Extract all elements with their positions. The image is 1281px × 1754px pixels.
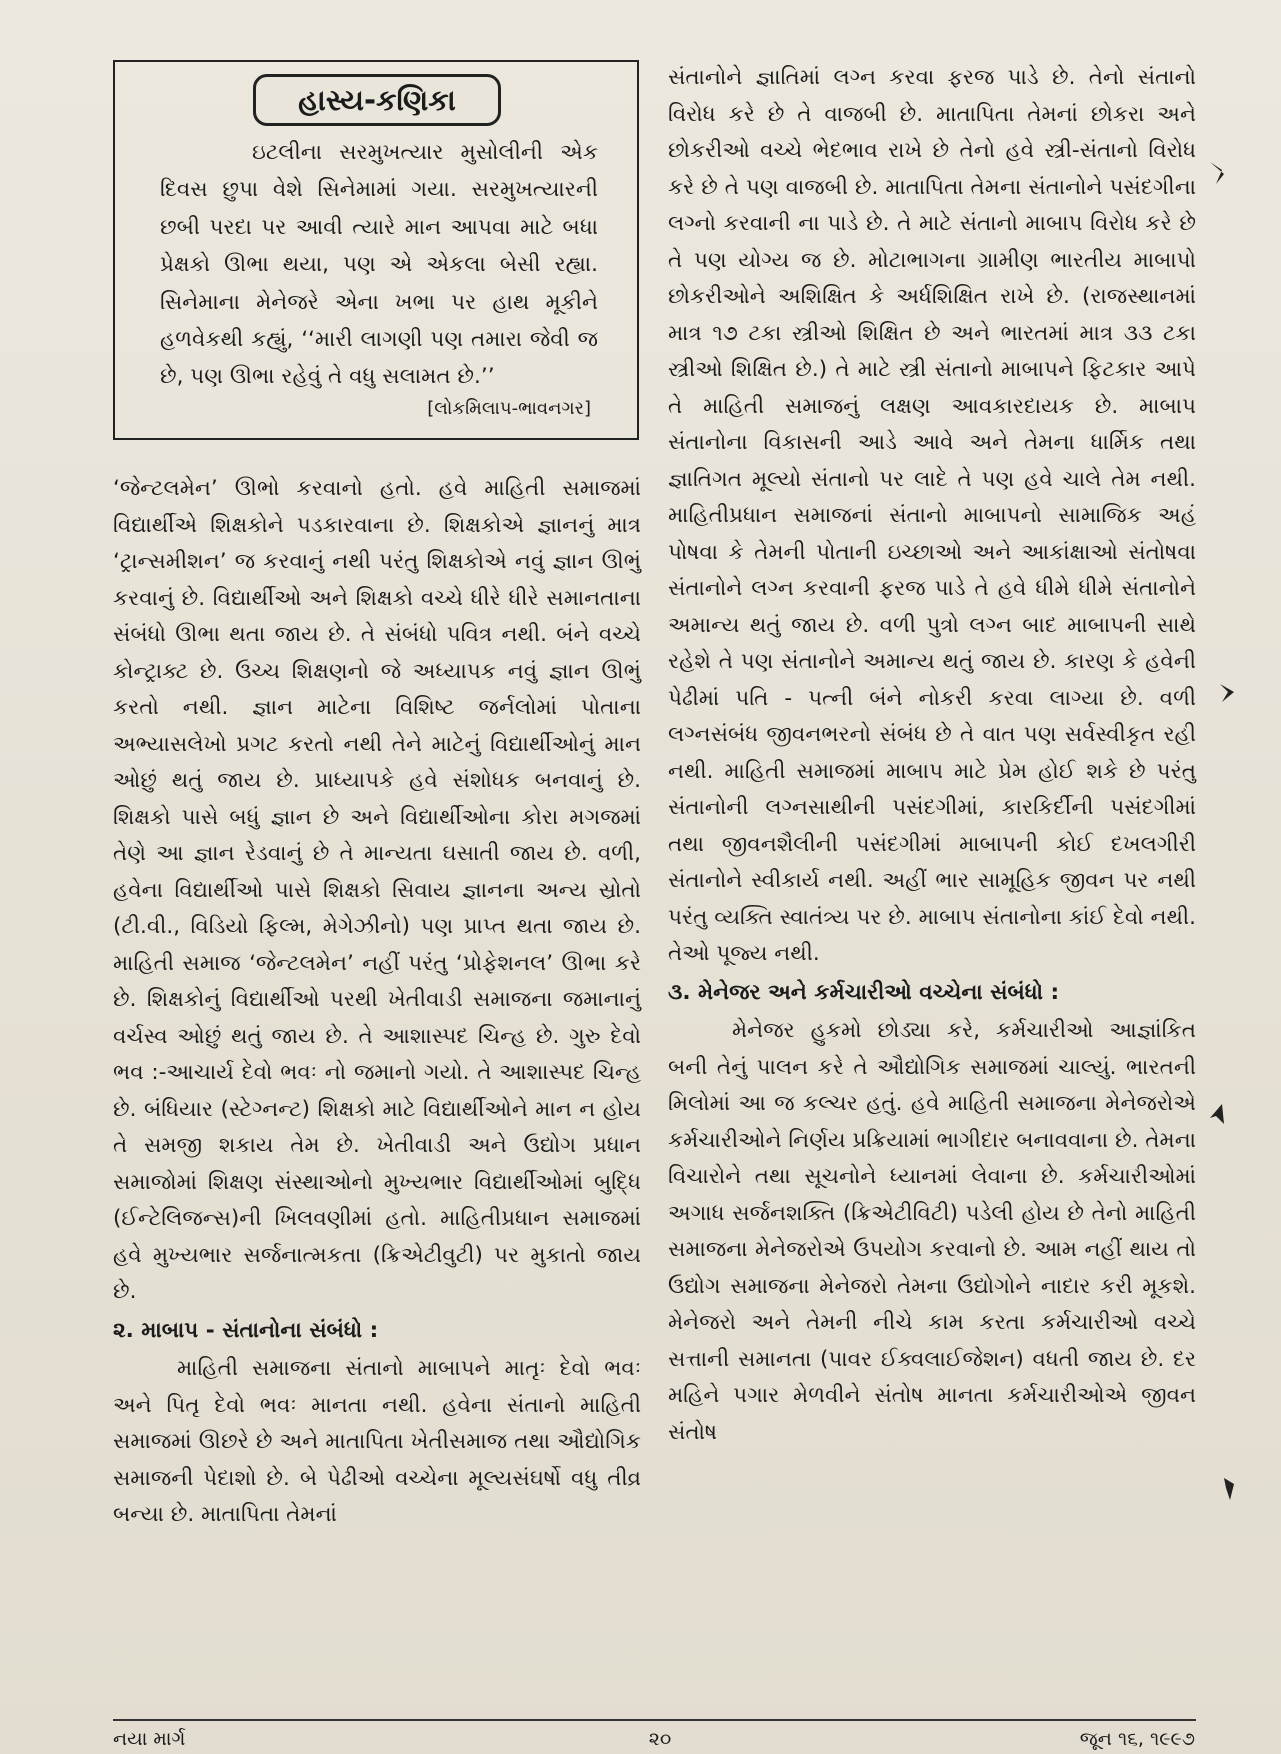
humor-box-title: હાસ્ય-કણિકા [253, 74, 501, 126]
binding-hole-mark [1208, 1102, 1226, 1128]
binding-hole-mark [1218, 680, 1236, 706]
left-column [113, 471, 641, 1534]
footer-page-number: ૨૦ [648, 1728, 672, 1750]
footer-date: જૂન ૧૬, ૧૯૯૭ [1079, 1728, 1195, 1750]
humor-box [113, 60, 639, 440]
humor-box-body [160, 134, 598, 396]
binding-hole-mark [1208, 160, 1226, 186]
left-paragraph-1: ‘જેન્ટલમેન’ ઊભો કરવાનો હતો. હવે માહિતી સમાજમાં વિદ્યાર્થીએ શિક્ષકોને પડકારવાના છે. શિક્ષકોએ જ્ઞાનનું માત્ર ‘ટ્રાન્સમીશન’ જ કરવાનું નથી પરંતુ શિક્ષકોએ નવું જ્ઞાન ઊભું કરવાનું છે. વિદ્યાર્થીઓ અને શિક્ષકો વચ્ચે ધીરે ધીરે સમાનતાના સંબંધો ઊભા થતા જાય છે. તે સંબંધો પવિત્ર નથી. બંને વચ્ચે કોન્ટ્રાક્ટ છે. ઉચ્ચ શિક્ષણનો જે અધ્યાપક નવું જ્ઞાન ઊભું કરતો નથી. જ્ઞાન માટેના વિશિષ્ટ જર્નલોમાં પોતાના અભ્યાસલેખો પ્રગટ કરતો નથી તેને માટેનું વિદ્યાર્થીઓનું માન ઓછું થતું જાય છે. પ્રાધ્યાપકે હવે સંશોધક બનવાનું છે. શિક્ષકો પાસે બધું જ્ઞાન છે અને વિદ્યાર્થીઓના કોરા મગજમાં તેણે આ જ્ઞાન રેડવાનું છે તે માન્યતા ઘસાતી જાય છે. વળી, હવેના વિદ્યાર્થીઓ પાસે શિક્ષકો સિવાય જ્ઞાનના અન્ય સ્રોતો (ટી.વી., વિડિયો ફિલ્મ, મેગેઝીનો) પણ પ્રાપ્ત થતા જાય છે. માહિતી સમાજ ‘જેન્ટલમેન’ નહીં પરંતુ ‘પ્રોફેશનલ’ ઊભા કરે છે. શિક્ષકોનું વિદ્યાર્થીઓ પરથી ખેતીવાડી સમાજના જમાનાનું વર્ચસ્વ ઓછું થતું જાય છે. તે આશાસ્પદ ચિન્હ છે. ગુરુ દેવો ભવ :-આચાર્ય દેવો ભવઃ નો જમાનો ગયો. તે આશાસ્પદ ચિન્હ છે. બંધિયાર (સ્ટેગ્નન્ટ) શિક્ષકો માટે વિદ્યાર્થીઓને માન ન હોય તે સમજી શકાય તેમ છે. ખેતીવાડી અને ઉદ્યોગ પ્રધાન સમાજોમાં શિક્ષણ સંસ્થાઓનો મુખ્યભાર વિદ્યાર્થીઓમાં બુદ્ધિ (ઈન્ટેલિજન્સ)ની ખિલવણીમાં હતો. માહિતીપ્રધાન સમાજમાં હવે મુખ્યભાર સર્જનાત્મકતા (ક્રિએટીવુટી) પર મુકાતો જાય છે. [113, 476, 641, 1304]
right-paragraph-1: સંતાનોને જ્ઞાતિમાં લગ્ન કરવા ફરજ પાડે છે. તેનો સંતાનો વિરોધ કરે છે તે વાજબી છે. માતાપિતા તેમનાં છોકરા અને છોકરીઓ વચ્ચે ભેદભાવ રાખે છે તેનો હવે સ્ત્રી-સંતાનો વિરોધ કરે છે તે પણ વાજબી છે. માતાપિતા તેમના સંતાનોને પસંદગીના લગ્નો કરવાની ના પાડે છે. તે માટે સંતાનો માબાપ વિરોધ કરે છે તે પણ યોગ્ય જ છે. મોટાભાગના ગ્રામીણ ભારતીય માબાપો છોકરીઓને અશિક્ષિત કે અર્ધશિક્ષિત રાખે છે. (રાજસ્થાનમાં માત્ર ૧૭ ટકા સ્ત્રીઓ શિક્ષિત છે અને ભારતમાં માત્ર ૩૩ ટકા સ્ત્રીઓ શિક્ષિત છે.) તે માટે સ્ત્રી સંતાનો માબાપને ફિટકાર આપે તે માહિતી સમાજનું લક્ષણ આવકારદાયક છે. માબાપ સંતાનોના વિકાસની આડે આવે અને તેમના ધાર્મિક તથા જ્ઞાતિગત મૂલ્યો સંતાનો પર લાદે તે પણ હવે ચાલે તેમ નથી. માહિતીપ્રધાન સમાજનાં સંતાનો માબાપનો સામાજિક અહં પોષવા કે તેમની પોતાની ઇચ્છાઓ અને આકાંક્ષાઓ સંતોષવા સંતાનોને લગ્ન કરવાની ફરજ પાડે તે હવે ધીમે ધીમે સંતાનોને અમાન્ય થતું જાય છે. વળી પુત્રો લગ્ન બાદ માબાપની સાથે રહેશે તે પણ સંતાનોને અમાન્ય થતું જાય છે. કારણ કે હવેની પેઢીમાં પતિ - પત્ની બંને નોકરી કરવા લાગ્યા છે. વળી લગ્નસંબંધ જીવનભરનો સંબંધ છે તે વાત પણ સર્વસ્વીકૃત રહી નથી. માહિતી સમાજમાં માબાપ માટે પ્રેમ હોઈ શકે છે પરંતુ સંતાનોની લગ્નસાથીની પસંદગીમાં, કારકિર્દીની પસંદગીમાં તથા જીવનશૈલીની પસંદગીમાં માબાપની કોઈ દખલગીરી સંતાનોને સ્વીકાર્ય નથી. અહીં ભાર સામૂહિક જીવન પર નથી પરંતુ વ્યક્તિ સ્વાતંત્ર્ય પર છે. માબાપ સંતાનોના કાંઈ દેવો નથી. તેઓ પૂજ્ય નથી. [668, 65, 1196, 966]
humor-box-source: [લોકમિલાપ-ભાવનગર] [427, 398, 591, 419]
footer-rule [113, 1719, 1196, 1721]
footer-magazine-name: નયા માર્ગ [113, 1728, 186, 1750]
right-column [668, 60, 1196, 1451]
right-paragraph-2: મેનેજર હુકમો છોડ્યા કરે, કર્મચારીઓ આજ્ઞાંકિત બની તેનું પાલન કરે તે ઔદ્યોગિક સમાજમાં ચાલ્યું. ભારતની મિલોમાં આ જ કલ્ચર હતું. હવે માહિતી સમાજના મેનેજરોએ કર્મચારીઓને નિર્ણય પ્રક્રિયામાં ભાગીદાર બનાવવાના છે. તેમના વિચારોને તથા સૂચનોને ધ્યાનમાં લેવાના છે. કર્મચારીઓમાં અગાધ સર્જનશક્તિ (ક્રિએટીવિટી) પડેલી હોય છે તેનો માહિતી સમાજના મેનેજરોએ ઉપયોગ કરવાનો છે. આમ નહીં થાય તો ઉદ્યોગ સમાજના મેનેજરો તેમના ઉદ્યોગોને નાદાર કરી મૂકશે. મેનેજરો અને તેમની નીચે કામ કરતા કર્મચારીઓ વચ્ચે સત્તાની સમાનતા (પાવર ઈક્વલાઈજેશન) વધતી જાય છે. દર મહિને પગાર મેળવીને સંતોષ માનતા કર્મચારીઓએ જીવન સંતોષ [668, 1018, 1196, 1445]
left-paragraph-2: માહિતી સમાજના સંતાનો માબાપને માતૃઃ દેવો ભવઃ અને પિતૃ દેવો ભવઃ માનતા નથી. હવેના સંતાનો માહિતી સમાજમાં ઊછરે છે અને માતાપિતા ખેતીસમાજ તથા ઔદ્યોગિક સમાજની પેદાશો છે. બે પેઢીઓ વચ્ચેના મૂલ્યસંઘર્ષો વધુ તીવ્ર બન્યા છે. માતાપિતા તેમનાં [113, 1356, 641, 1527]
binding-hole-mark [1220, 1476, 1238, 1502]
humor-box-text: ઇટલીના સરમુખત્યાર મુસોલીની એક દિવસ છુપા વેશે સિનેમામાં ગયા. સરમુખત્યારની છબી પરદા પર આવી ત્યારે માન આપવા માટે બધા પ્રેક્ષકો ઊભા થયા, પણ એ એકલા બેસી રહ્યા. સિનેમાના મેનેજરે એના ખભા પર હાથ મૂકીને હળવેકથી કહ્યું, ‘‘મારી લાગણી પણ તમારા જેવી જ છે, પણ ઊભા રહેવું તે વધુ સલામત છે.’’ [160, 140, 598, 390]
section-heading-2: ૨. માબાપ - સંતાનોના સંબંધો : [113, 1317, 379, 1343]
section-heading-3: ૩. મેનેજર અને કર્મચારીઓ વચ્ચેના સંબંધો : [668, 979, 1060, 1005]
